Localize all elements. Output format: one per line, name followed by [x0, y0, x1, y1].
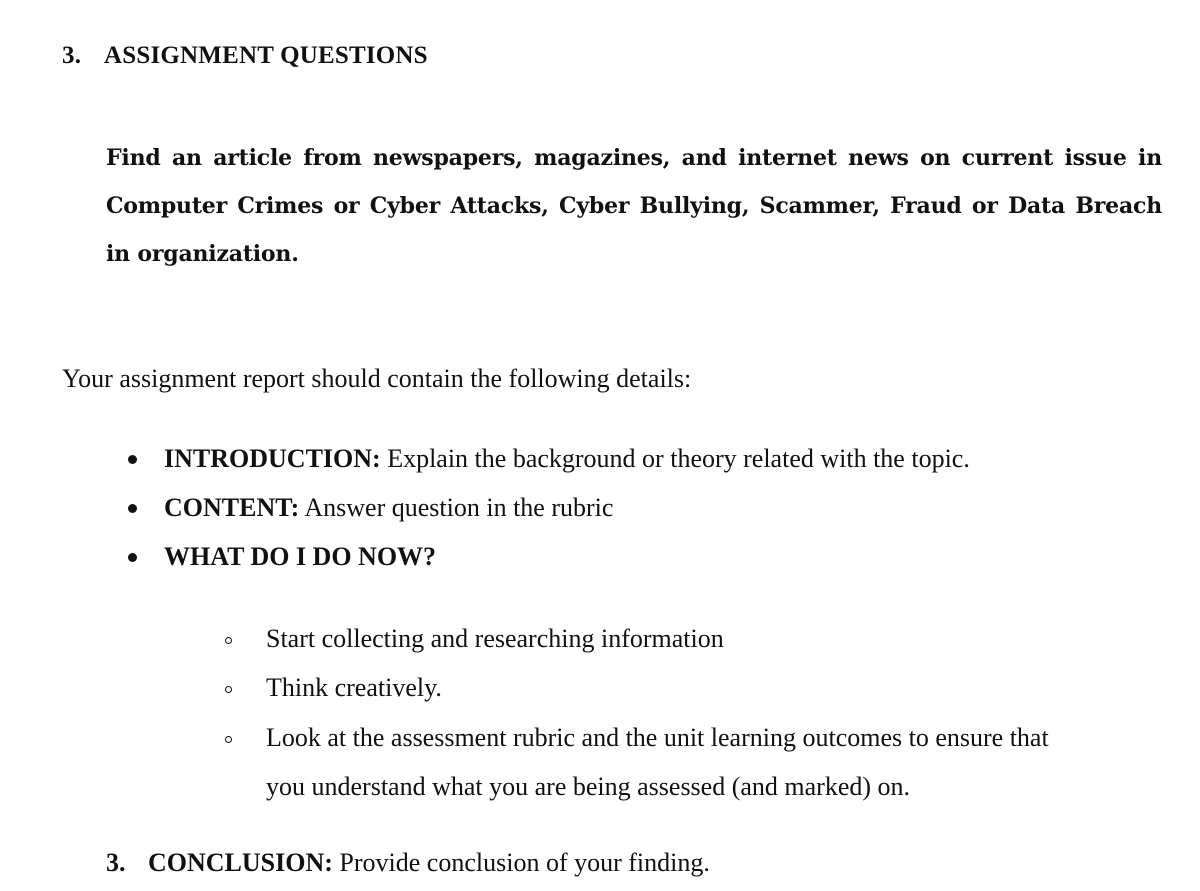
- hollow-bullet-icon: [225, 736, 232, 743]
- conclusion-label: CONCLUSION:: [148, 848, 333, 877]
- conclusion-number: 3.: [106, 848, 126, 877]
- report-intro-text: Your assignment report should contain the following details:: [62, 364, 692, 393]
- list-item: [120, 538, 970, 587]
- list-item: [222, 620, 1049, 658]
- list-item: [120, 489, 970, 538]
- list-item: [222, 669, 1049, 707]
- bullet-icon: [128, 455, 137, 464]
- list-item: [222, 713, 1049, 811]
- section-heading: [62, 42, 428, 70]
- task-line-1: Find an article from newspapers, magazines, and internet news on current issue in: [106, 145, 1162, 171]
- item-text: Explain the background or theory related with the topic.: [380, 444, 970, 473]
- item-label: INTRODUCTION:: [164, 444, 381, 473]
- section-title: ASSIGNMENT QUESTIONS: [104, 42, 428, 69]
- bullet-icon: [128, 553, 137, 562]
- bullet-icon: [128, 504, 137, 513]
- step-text-line-1: Look at the assessment rubric and the unit learning outcomes to ensure that: [266, 723, 1049, 752]
- task-line-2: Computer Crimes or Cyber Attacks, Cyber Bullying, Scammer, Fraud or Data Breach: [106, 193, 1162, 219]
- task-line-3: in organization.: [106, 241, 299, 267]
- hollow-bullet-icon: [225, 686, 232, 693]
- item-text: Answer question in the rubric: [299, 493, 614, 522]
- hollow-bullet-icon: [225, 637, 232, 644]
- list-item: [120, 440, 970, 489]
- details-list: [120, 440, 970, 587]
- conclusion-text: Provide conclusion of your finding.: [332, 848, 710, 877]
- task-paragraph: [106, 134, 1162, 278]
- steps-list: [222, 620, 1049, 822]
- item-label: CONTENT:: [164, 493, 300, 522]
- item-label: WHAT DO I DO NOW?: [164, 542, 437, 571]
- step-text-line-2: you understand what you are being assessed (and marked) on.: [266, 772, 911, 801]
- step-text: Think creatively.: [266, 673, 442, 702]
- section-number: 3.: [62, 42, 82, 69]
- conclusion-item: [106, 848, 710, 878]
- step-text: Start collecting and researching information: [266, 624, 724, 653]
